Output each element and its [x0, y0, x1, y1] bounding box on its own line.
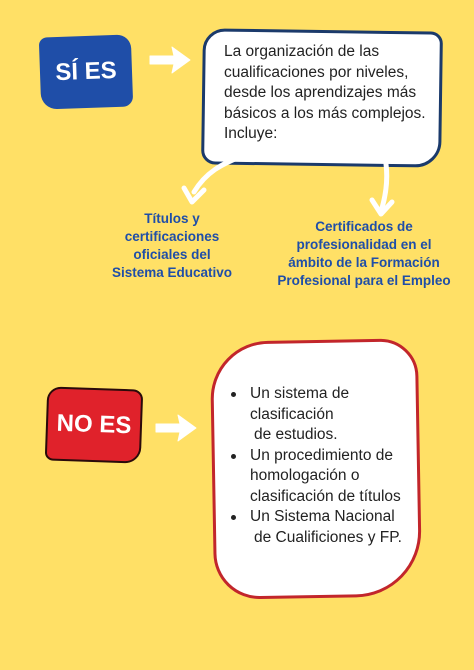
right-arrow-icon — [154, 412, 198, 444]
titulos-line: certificaciones — [124, 229, 220, 244]
titulos-label — [100, 210, 244, 282]
definition-text — [224, 42, 430, 145]
list-item-line: Un sistema de — [250, 385, 350, 402]
certificados-line: Profesional para el Empleo — [277, 273, 451, 288]
list-item-line: Un Sistema Nacional — [250, 508, 395, 525]
list-item-line: de estudios. — [254, 426, 338, 443]
definition-line: desde los aprendizajes más — [224, 84, 417, 101]
curved-arrow-icon — [360, 160, 400, 220]
certificados-line: profesionalidad en el — [296, 237, 432, 252]
list-item-line: clasificación — [250, 405, 334, 423]
definition-line: básicos a los más complejos. — [224, 104, 426, 122]
right-arrow-icon — [148, 44, 192, 76]
titulos-line: Sistema Educativo — [111, 265, 233, 280]
titulos-line: Títulos y — [144, 211, 200, 226]
si-es-label: SÍ ES — [54, 56, 118, 87]
list-item-line: clasificación de títulos — [250, 487, 401, 505]
definition-line: Incluye: — [224, 125, 278, 142]
list-item-line: Un procedimiento de — [250, 446, 394, 464]
list-item — [228, 507, 412, 548]
definition-line: La organización de las — [224, 43, 380, 60]
no-es-badge — [45, 386, 144, 463]
no-es-list — [228, 384, 412, 548]
certificados-line: ámbito de la Formación — [288, 255, 440, 270]
list-item — [228, 446, 412, 508]
definition-line: cualificaciones por niveles, — [224, 63, 409, 81]
list-item-line: de Cualificiones y FP. — [254, 528, 402, 546]
certificados-line: Certificados de — [315, 219, 413, 234]
no-es-label: NO ES — [56, 409, 132, 440]
certificados-label — [256, 218, 472, 290]
list-item-line: homologación o — [250, 467, 360, 484]
curved-arrow-icon — [170, 150, 250, 210]
list-item — [228, 384, 412, 446]
si-es-badge — [39, 34, 133, 109]
titulos-line: oficiales del — [133, 247, 211, 262]
